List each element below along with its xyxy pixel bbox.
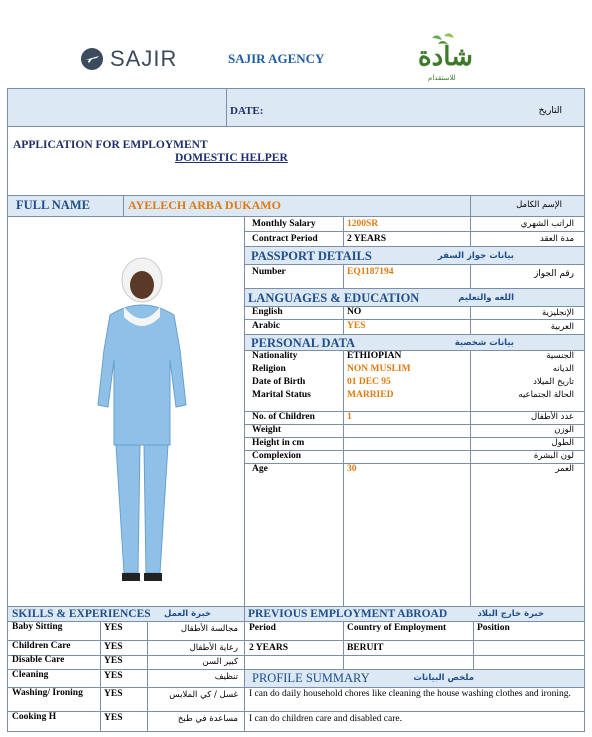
personal-row-label: Marital Status: [252, 390, 311, 400]
prev-position-header: Position: [477, 623, 510, 633]
personal-row-label-ar: الوزن: [554, 425, 574, 435]
prev-period-value: 2 YEARS: [249, 643, 288, 653]
skill-label-ar: مساعدة في طبخ: [177, 714, 238, 724]
passport-title-ar: بيانات جواز السفر: [437, 251, 514, 261]
full-name-value: AYELECH ARBA DUKAMO: [128, 198, 281, 212]
personal-row-label: Date of Birth: [252, 377, 306, 387]
arabic-label-ar: العربية: [550, 322, 574, 332]
personal-div1: [343, 350, 344, 606]
skill-value: YES: [104, 671, 123, 681]
personal-row-label-ar: الحالة الجتماعيه: [518, 390, 574, 400]
salary-label: Monthly Salary: [252, 219, 316, 229]
english-value: NO: [347, 307, 362, 317]
date-bottom-line: [8, 126, 584, 127]
passport-number-label: Number: [252, 267, 286, 277]
personal-row-value: 01 DEC 95: [347, 377, 391, 387]
personal-title-ar: بيانات شخصية: [454, 338, 514, 348]
personal-row-label-ar: عدد الأطفال: [530, 412, 574, 422]
line-profile-top: [244, 669, 584, 670]
skill-label: Cooking H: [12, 712, 57, 722]
passport-number-value: EQ1187194: [347, 267, 394, 277]
personal-row-label: Complexion: [252, 451, 302, 461]
languages-title-ar: اللغه والتعليم: [458, 293, 514, 303]
skill-label-ar: غسل / كي الملابس: [169, 690, 238, 700]
skill-label: Washing/ Ironing: [12, 688, 83, 698]
skill-label: Baby Sitting: [12, 622, 63, 632]
skills-title-ar: خبرة العمل: [164, 609, 212, 619]
personal-row-label-ar: الديانه: [552, 364, 574, 374]
line-fullname-bottom: [8, 216, 584, 217]
personal-row-label: Height in cm: [252, 438, 305, 448]
line-complexion: [244, 463, 584, 464]
line-profile-bottom: [244, 687, 584, 688]
line-personal-top: [244, 334, 584, 335]
salary-label-ar: الراتب الشهري: [520, 219, 574, 229]
sajir-wordmark: SAJIR: [110, 46, 178, 71]
previous-title: PREVIOUS EMPLOYMENT ABROAD: [248, 608, 448, 620]
personal-row-value: 30: [347, 464, 357, 474]
personal-row-label-ar: تاريخ الميلاد: [533, 377, 574, 387]
contract-label-ar: مدة العقد: [540, 234, 574, 244]
skill-value: YES: [104, 642, 123, 652]
skills-div2: [147, 621, 148, 732]
personal-div2: [470, 350, 471, 606]
personal-row-label: No. of Children: [252, 412, 315, 422]
english-label: English: [252, 307, 283, 317]
skill-label: Cleaning: [12, 670, 49, 680]
prev-period-header: Period: [249, 623, 276, 633]
fullname-div2: [470, 195, 471, 216]
date-label: DATE:: [230, 105, 264, 117]
lang-div2: [470, 306, 471, 334]
line-skills-top: [8, 606, 584, 607]
passport-div2: [470, 264, 471, 288]
profile-line-1: I can do daily household chores like cleaning the house washing clothes and ironing.: [249, 689, 571, 699]
fullname-div1: [123, 195, 124, 216]
profile-line-2: I can do children care and disabled care.: [249, 714, 402, 724]
personal-row-value: NON MUSLIM: [347, 364, 411, 374]
skill-value: YES: [104, 689, 123, 699]
line-passport-bottom: [244, 264, 584, 265]
date-band: [8, 89, 584, 126]
contract-value: 2 YEARS: [347, 234, 386, 244]
personal-row-label: Nationality: [252, 351, 298, 361]
shada-wordmark: شادة: [418, 42, 473, 72]
line-profile-mid: [244, 711, 584, 712]
prev-div1: [343, 621, 344, 669]
prev-country-header: Country of Employment: [347, 623, 447, 633]
full-name-band: [8, 195, 584, 216]
profile-title: PROFILE SUMMARY: [252, 671, 370, 685]
personal-row-label-ar: الجنسية: [546, 351, 574, 361]
personal-row-label: Weight: [252, 425, 282, 435]
skill-value: YES: [104, 713, 123, 723]
personal-row-label-ar: الطول: [551, 438, 574, 448]
date-label-ar: التاريخ: [538, 106, 562, 116]
personal-row-value: ETHIOPIAN: [347, 351, 402, 361]
arabic-value: YES: [347, 321, 366, 331]
previous-title-ar: خبرة خارج البلاد: [477, 609, 544, 619]
prev-country-value: BERUIT: [347, 643, 384, 653]
skill-label-ar: تنظيف: [214, 672, 238, 682]
personal-row-label: Age: [252, 464, 268, 474]
passport-title: PASSPORT DETAILS: [251, 249, 372, 263]
line-lang-bottom: [244, 306, 584, 307]
full-name-label-ar: الإسم الكامل: [516, 200, 562, 210]
skills-div1: [100, 621, 101, 732]
skill-value: YES: [104, 623, 123, 633]
personal-title: PERSONAL DATA: [251, 336, 356, 350]
personal-row-value: MARRIED: [347, 390, 394, 400]
shada-logo: [412, 30, 472, 86]
skill-label: Disable Care: [12, 655, 65, 665]
personal-row-label: Religion: [252, 364, 286, 374]
line-prev-row: [244, 655, 584, 656]
skill-label-ar: كبير السن: [202, 657, 238, 667]
candidate-photo: [80, 255, 200, 585]
date-divider: [226, 89, 227, 126]
english-label-ar: الإنجليزية: [541, 308, 574, 318]
line-children: [244, 424, 584, 425]
shada-subtitle: للاستقدام: [428, 74, 456, 82]
plane-icon: [80, 47, 104, 71]
prev-div2: [473, 621, 474, 669]
line-salary: [244, 231, 584, 232]
passport-number-ar: رقم الجواز: [533, 269, 574, 279]
skills-title: SKILLS & EXPERIENCES: [12, 608, 151, 620]
sajir-logo: [80, 46, 177, 72]
personal-row-label-ar: العمر: [555, 464, 574, 474]
languages-title: LANGUAGES & EDUCATION: [248, 291, 420, 305]
line-prev-head: [244, 640, 584, 641]
agency-title: SAJIR AGENCY: [228, 51, 325, 66]
personal-row-label-ar: لون البشرة: [533, 451, 574, 461]
salary-value: 1200SR: [347, 219, 379, 229]
profile-title-ar: ملخص البيانات: [413, 673, 474, 683]
application-subtitle: DOMESTIC HELPER: [175, 152, 288, 164]
line-lang-top: [244, 288, 584, 289]
skill-label-ar: رعاية الأطفال: [189, 643, 238, 653]
line-fullname-top: [8, 195, 584, 196]
skill-value: YES: [104, 656, 123, 666]
line-passport-top: [244, 246, 584, 247]
application-title: APPLICATION FOR EMPLOYMENT: [13, 139, 208, 151]
contract-label: Contract Period: [252, 234, 318, 244]
passport-div1: [343, 264, 344, 288]
skill-label-ar: مجالسة الأطفال: [180, 624, 238, 634]
lang-div1: [343, 306, 344, 334]
skill-label: Children Care: [12, 641, 71, 651]
line-lang-mid: [244, 319, 584, 320]
full-name-label: FULL NAME: [16, 198, 90, 212]
arabic-label: Arabic: [252, 321, 280, 331]
personal-row-value: 1: [347, 412, 352, 422]
